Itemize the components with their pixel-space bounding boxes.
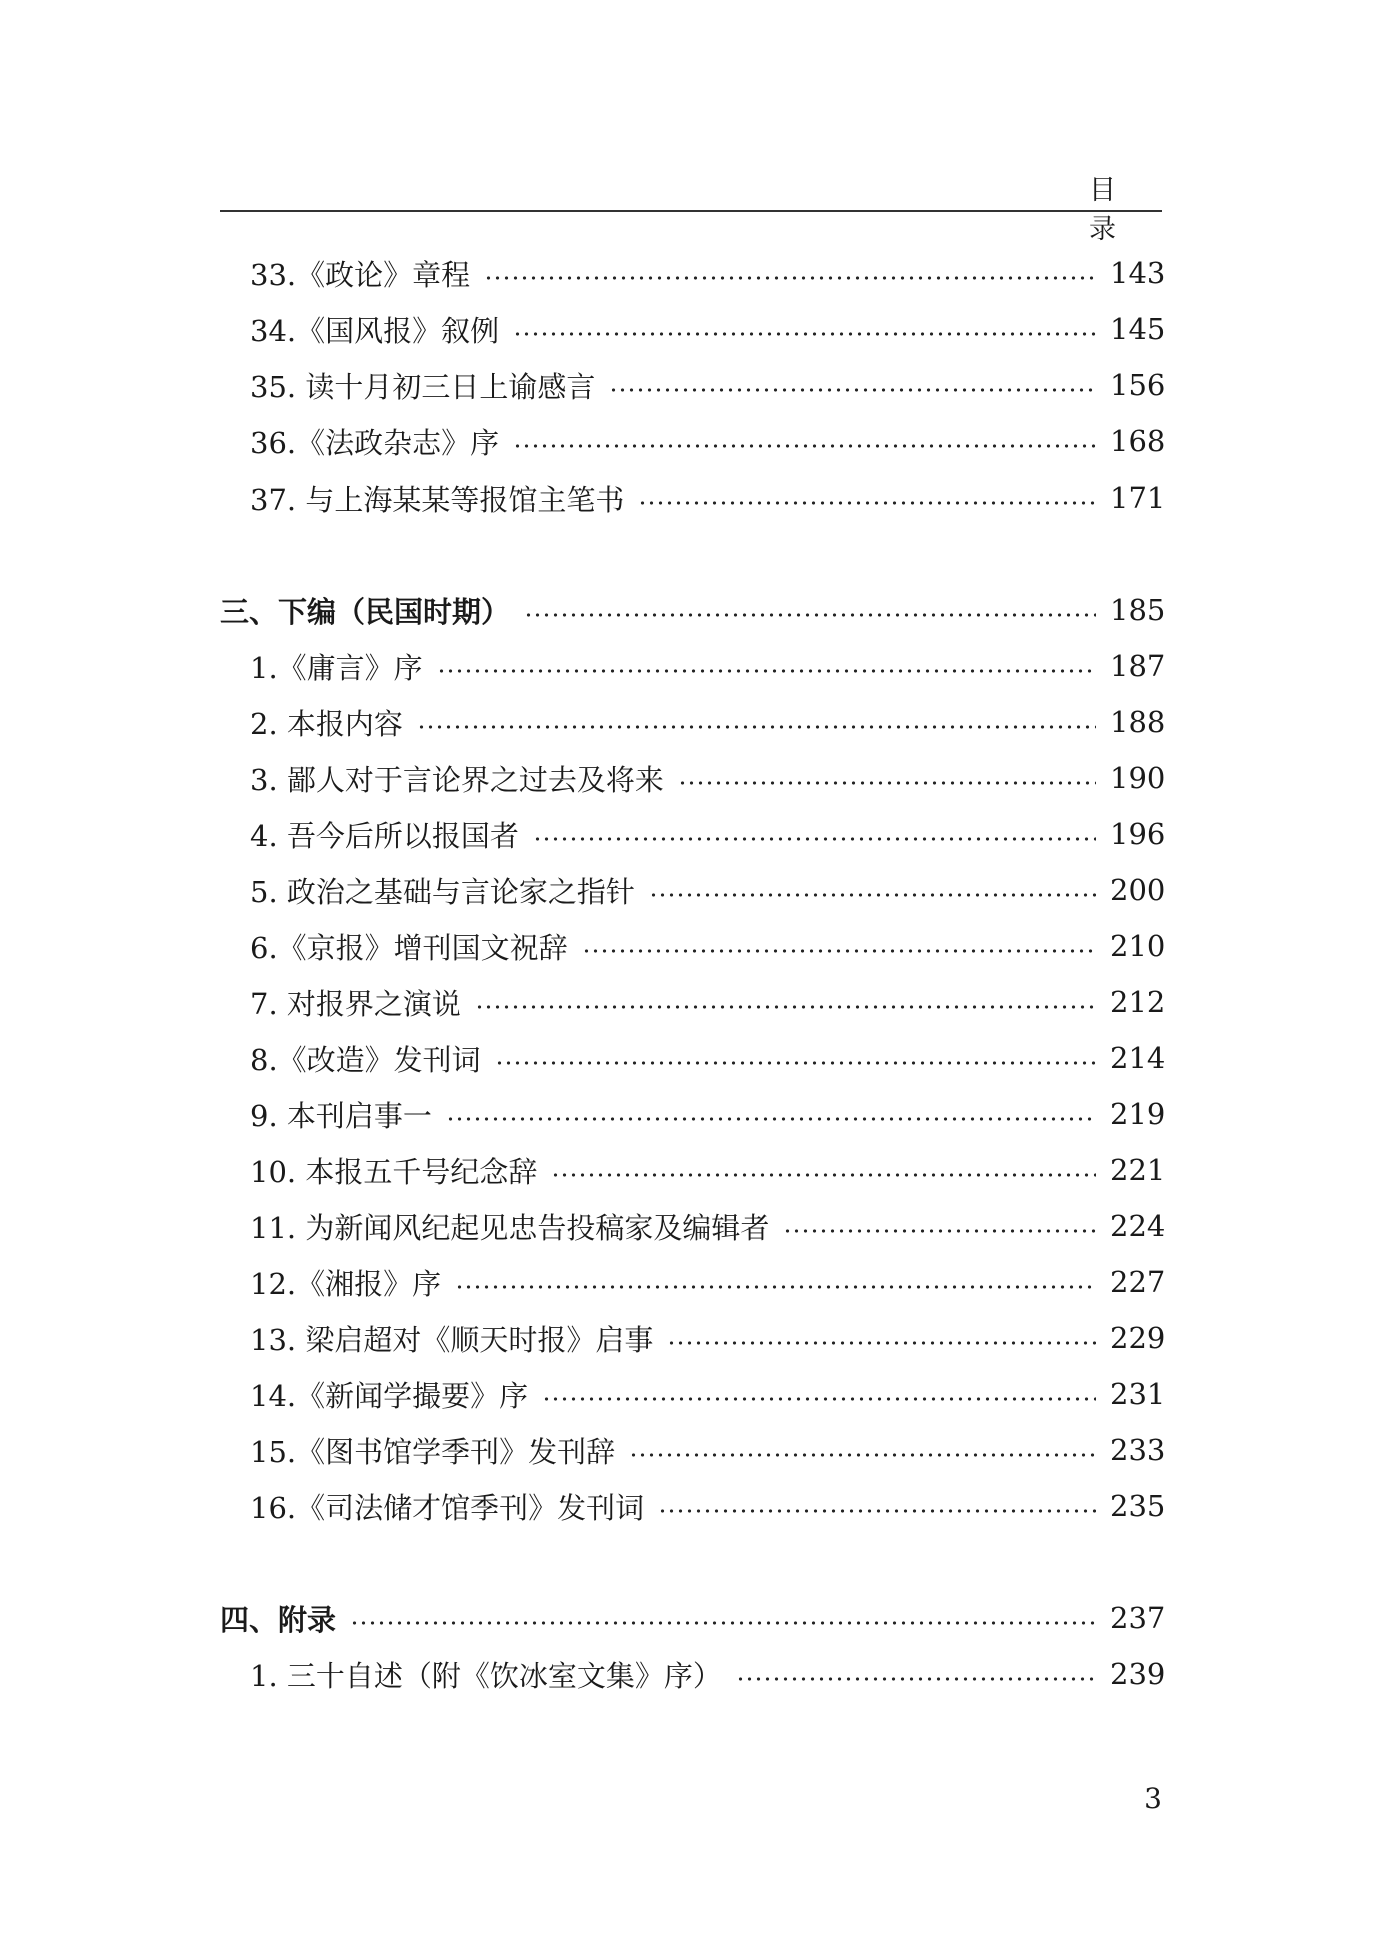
- dot-leader: [783, 1229, 1096, 1233]
- dot-leader: [667, 1341, 1096, 1345]
- toc-entry-title: 37. 与上海某某等报馆主笔书: [250, 482, 625, 517]
- toc-section-title: 三、下编（民国时期）: [220, 594, 511, 629]
- toc-entry[interactable]: [220, 1422, 1166, 1478]
- toc-entry-page: 156: [1110, 368, 1166, 402]
- dot-leader: [484, 276, 1096, 280]
- toc-entry-title: 4. 吾今后所以报国者: [250, 818, 519, 853]
- dot-leader: [609, 388, 1096, 392]
- toc-entry[interactable]: [220, 638, 1166, 694]
- dot-leader: [551, 1173, 1096, 1177]
- toc-section-heading[interactable]: [220, 1590, 1166, 1646]
- toc-entry-title: 14.《新闻学撮要》序: [250, 1378, 529, 1413]
- toc-entry-title: 2. 本报内容: [250, 706, 403, 741]
- toc-entry[interactable]: [220, 918, 1166, 974]
- dot-leader: [437, 669, 1096, 673]
- toc-section-page: 237: [1110, 1601, 1166, 1635]
- toc-entry-page: 168: [1110, 424, 1166, 458]
- toc-entry-title: 34.《国风报》叙例: [250, 313, 500, 348]
- toc-entry[interactable]: [220, 357, 1166, 413]
- toc-entry-page: 239: [1110, 1657, 1166, 1691]
- toc-entry-title: 33.《政论》章程: [250, 257, 471, 292]
- dot-leader: [658, 1509, 1096, 1513]
- page-number: 3: [1144, 1782, 1162, 1815]
- toc-entry-title: 8.《改造》发刊词: [250, 1042, 481, 1077]
- toc-entry-title: 13. 梁启超对《顺天时报》启事: [250, 1322, 654, 1357]
- dot-leader: [417, 725, 1096, 729]
- dot-leader: [455, 1285, 1096, 1289]
- toc-section-page: 185: [1110, 593, 1166, 627]
- toc-entry[interactable]: [220, 1646, 1166, 1702]
- toc-entry-page: 214: [1110, 1041, 1166, 1075]
- dot-leader: [638, 501, 1096, 505]
- dot-leader: [495, 1061, 1096, 1065]
- toc-entry-page: 188: [1110, 705, 1166, 739]
- toc-entry-page: 224: [1110, 1209, 1166, 1243]
- toc-entry-page: 227: [1110, 1265, 1166, 1299]
- dot-leader: [649, 893, 1096, 897]
- toc-entry-title: 10. 本报五千号纪念辞: [250, 1154, 538, 1189]
- toc-entry-page: 143: [1110, 256, 1166, 290]
- toc-entry-page: 187: [1110, 649, 1166, 683]
- toc-entry[interactable]: [220, 245, 1166, 301]
- toc-entry-title: 35. 读十月初三日上谕感言: [250, 369, 596, 404]
- toc-entry-page: 190: [1110, 761, 1166, 795]
- toc-entry-title: 16.《司法储才馆季刊》发刊词: [250, 1490, 645, 1525]
- toc-entry-page: 196: [1110, 817, 1166, 851]
- toc-entry-title: 9. 本刊启事一: [250, 1098, 432, 1133]
- toc-entry-title: 1. 三十自述（附《饮冰室文集》序）: [250, 1658, 722, 1693]
- dot-leader: [582, 949, 1096, 953]
- toc-entry-title: 3. 鄙人对于言论界之过去及将来: [250, 762, 664, 797]
- header-rule: [220, 210, 1162, 212]
- toc-entry[interactable]: [220, 974, 1166, 1030]
- toc-entry[interactable]: [220, 750, 1166, 806]
- toc-entry[interactable]: [220, 862, 1166, 918]
- toc-entry-title: 7. 对报界之演说: [250, 986, 461, 1021]
- toc-entry[interactable]: [220, 301, 1166, 357]
- running-head: 目 录: [1089, 175, 1160, 245]
- dot-leader: [513, 332, 1096, 336]
- toc-entry[interactable]: [220, 694, 1166, 750]
- dot-leader: [678, 781, 1096, 785]
- toc-entry[interactable]: [220, 413, 1166, 469]
- toc-entry-page: 212: [1110, 985, 1166, 1019]
- toc-entry-page: 171: [1110, 481, 1166, 515]
- toc-entry[interactable]: [220, 1030, 1166, 1086]
- toc-section-title: 四、附录: [220, 1602, 337, 1637]
- toc-entry-title: 36.《法政杂志》序: [250, 425, 500, 460]
- toc-entry-title: 12.《湘报》序: [250, 1266, 442, 1301]
- toc-entry-page: 235: [1110, 1489, 1166, 1523]
- toc-entry-page: 219: [1110, 1097, 1166, 1131]
- toc-entry[interactable]: [220, 1478, 1166, 1534]
- toc-entry[interactable]: [220, 1366, 1166, 1422]
- dot-leader: [629, 1453, 1096, 1457]
- dot-leader: [513, 444, 1096, 448]
- toc-entry-title: 6.《京报》增刊国文祝辞: [250, 930, 568, 965]
- dot-leader: [350, 1621, 1096, 1625]
- toc-entry[interactable]: [220, 470, 1166, 526]
- dot-leader: [533, 837, 1096, 841]
- toc-entry-page: 221: [1110, 1153, 1166, 1187]
- toc-entry-title: 11. 为新闻风纪起见忠告投稿家及编辑者: [250, 1210, 770, 1245]
- toc-entry-title: 15.《图书馆学季刊》发刊辞: [250, 1434, 616, 1469]
- toc-entry-page: 233: [1110, 1433, 1166, 1467]
- toc-entry[interactable]: [220, 1142, 1166, 1198]
- toc-entry-page: 229: [1110, 1321, 1166, 1355]
- toc-entry-page: 200: [1110, 873, 1166, 907]
- dot-leader: [542, 1397, 1096, 1401]
- toc-entry-page: 231: [1110, 1377, 1166, 1411]
- dot-leader: [524, 613, 1096, 617]
- dot-leader: [736, 1677, 1096, 1681]
- toc-entry[interactable]: [220, 806, 1166, 862]
- toc-entry-title: 1.《庸言》序: [250, 650, 423, 685]
- toc-section-heading[interactable]: [220, 582, 1166, 638]
- toc-entry[interactable]: [220, 1086, 1166, 1142]
- toc-entry[interactable]: [220, 1254, 1166, 1310]
- toc-entry-page: 210: [1110, 929, 1166, 963]
- toc-entry-page: 145: [1110, 312, 1166, 346]
- toc-entry-title: 5. 政治之基础与言论家之指针: [250, 874, 635, 909]
- toc-entry[interactable]: [220, 1198, 1166, 1254]
- toc-entry[interactable]: [220, 1310, 1166, 1366]
- dot-leader: [475, 1005, 1096, 1009]
- dot-leader: [446, 1117, 1096, 1121]
